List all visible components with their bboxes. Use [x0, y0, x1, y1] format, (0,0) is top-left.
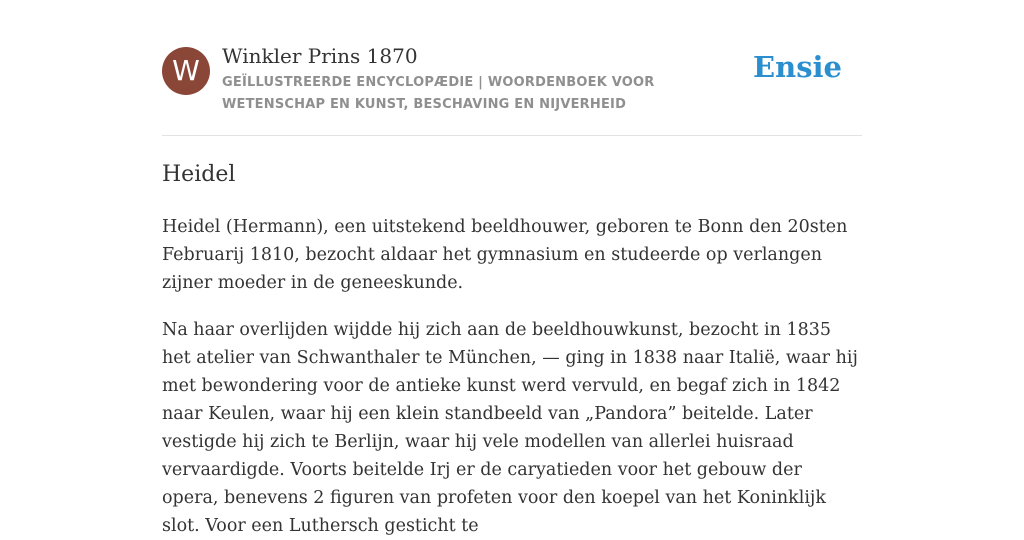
entry-paragraph: Na haar overlijden wijdde hij zich aan de beeldhouwkunst, bezocht in 1835 het atelier van Schwanthaler te München, — ging in 1838 naar Italië, waar hij met bewondering voor de antieke kunst werd vervuld, en begaf zich in 1842 naar Keulen, waar hij een klein standbeeld van „Pandora” beitelde. Later vestigde hij zich te Berlijn, waar hij vele modellen van allerlei huisraad vervaardigde. Voorts beitelde Irj er de caryatieden voor het gebouw der opera, benevens 2 figuren van profeten voor den koepel van het Koninklijk slot. Voor een Luthersch gesticht te [162, 320, 858, 536]
entry-title: Heidel [162, 162, 236, 187]
source-avatar[interactable]: W [162, 47, 210, 95]
source-header [162, 0, 862, 136]
source-title-link[interactable]: Winkler Prins 1870 [222, 44, 418, 68]
source-subtitle: GEÏLLUSTREERDE ENCYCLOPÆDIE | WOORDENBOEK VOOR WETENSCHAP EN KUNST, BESCHAVING EN NIJVERHEID [222, 75, 655, 112]
ensie-logo[interactable]: Ensie [753, 50, 842, 84]
entry-paragraph: Heidel (Hermann), een uitstekend beeldhouwer, geboren te Bonn den 20sten Februarij 1810, bezocht aldaar het gymnasium en studeerde op verlangen zijner moeder in de geneeskunde. [162, 217, 848, 293]
page [162, 0, 862, 540]
